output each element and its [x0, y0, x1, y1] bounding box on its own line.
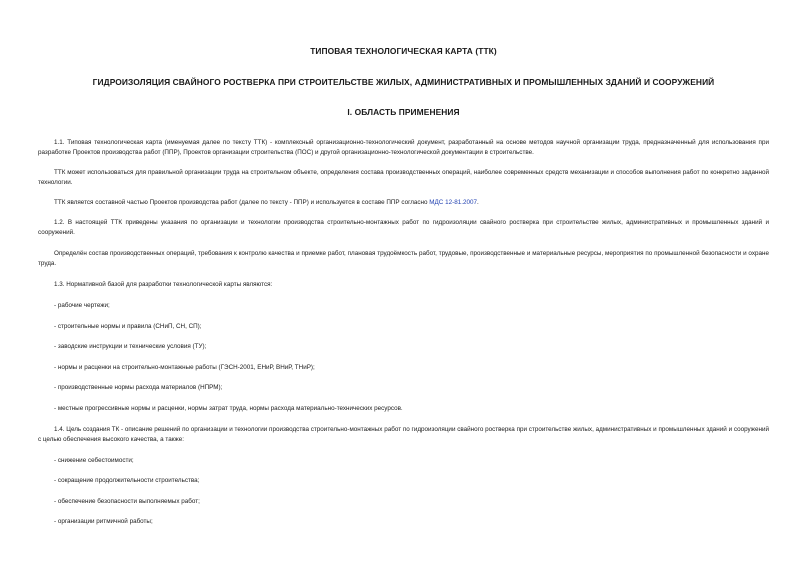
normative-list-item: - местные прогрессивные нормы и расценки, нормы затрат труда, нормы расхода материально-технических ресурсов.	[54, 405, 403, 412]
subject-title: ГИДРОИЗОЛЯЦИЯ СВАЙНОГО РОСТВЕРКА ПРИ СТРОИТЕЛЬСТВЕ ЖИЛЫХ, АДМИНИСТРАТИВНЫХ И ПРОМЫШЛЕННЫХ ЗДАНИЙ И СООРУЖЕНИЙ	[92, 77, 715, 87]
normative-list-item: - рабочие чертежи;	[54, 302, 110, 309]
paragraph-ttk-part-text: ТТК является составной частью Проектов производства работ (далее по тексту - ППР) и используется в составе ППР согласно	[54, 199, 430, 206]
paragraph-ttk-part-end: .	[476, 199, 479, 206]
goals-list-item: - организации ритмичной работы;	[54, 518, 153, 525]
goals-list-item: - снижение себестоимости;	[54, 457, 134, 464]
section-heading: I. ОБЛАСТЬ ПРИМЕНЕНИЯ	[347, 107, 460, 117]
goals-list-item: - сокращение продолжительности строительства;	[54, 477, 200, 484]
paragraph-1-2: 1.2. В настоящей ТТК приведены указания по организации и технологии производства строительно-монтажных работ по гидроизоляции свайного ростверка при строительстве жилых, административных и промышленных зданий и сооружений.	[38, 219, 769, 236]
mds-link[interactable]: МДС 12-81.2007	[429, 199, 477, 206]
normative-list-item: - производственные нормы расхода материалов (НПРМ);	[54, 384, 223, 391]
normative-list-item: - строительные нормы и правила (СНиП, СН, СП);	[54, 323, 202, 330]
goals-list-item: - обеспечение безопасности выполняемых работ;	[54, 498, 200, 505]
paragraph-1-4: 1.4. Цель создания ТК - описание решений по организации и технологии производства строительно-монтажных работ по гидроизоляции свайного ростверка при строительстве жилых, административных и промышленных зданий и сооружений с целью обеспечения высокого качества, а также:	[38, 426, 769, 443]
normative-list-item: - заводские инструкции и технические условия (ТУ);	[54, 343, 207, 350]
paragraph-1-1: 1.1. Типовая технологическая карта (именуемая далее по тексту ТТК) - комплексный организационно-технологический документ, разработанный на основе методов научной организации труда, предназначенный для использования при разработке Проектов производства работ (ППР), Проектов организации строительства (ПОС) и другой организационно-технологической документации в строительстве.	[38, 139, 769, 156]
paragraph-1-3: 1.3. Нормативной базой для разработки технологической карты являются:	[54, 281, 273, 288]
paragraph-ttk-part	[38, 198, 769, 208]
paragraph-ttk-use: ТТК может использоваться для правильной организации труда на строительном объекте, определения состава производственных операций, наиболее современных средств механизации и способов выполнения работ по конкретно заданной технологии.	[38, 169, 769, 186]
paragraph-define: Определён состав производственных операций, требования к контролю качества и приемке работ, плановая трудоёмкость работ, трудовые, производственные и материальные ресурсы, мероприятия по промышленной безопасности и охране труда.	[38, 250, 769, 267]
document-title: ТИПОВАЯ ТЕХНОЛОГИЧЕСКАЯ КАРТА (ТТК)	[310, 46, 497, 56]
normative-list-item: - нормы и расценки на строительно-монтажные работы (ГЭСН-2001, ЕНиР, ВНиР, ТНиР);	[54, 364, 315, 371]
